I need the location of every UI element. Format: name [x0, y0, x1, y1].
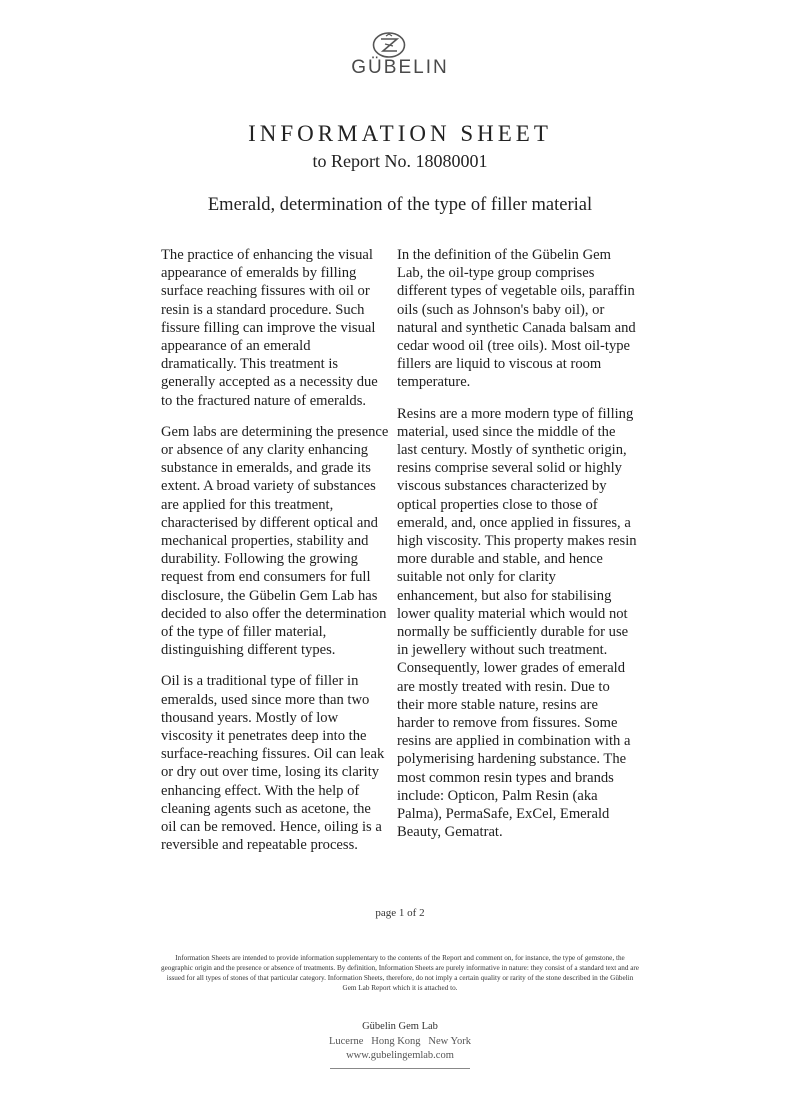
paragraph: Oil is a traditional type of filler in emeralds, used since more than two thousand years. Mostly of low viscosity it penetrates deep into the surface-reaching fissures. Oil can leak or dry out over time, losing its clarity enhancing effect. With the help of cleaning agents such as acetone, the oil can be removed. Hence, oiling is a reversible and repeatable process.: [161, 673, 385, 854]
paragraph: Gem labs are determining the presence or absence of any clarity enhancing substance in emeralds, and grade its extent. A broad variety of substances are applied for this treatment, characterised by different optical and mechanical properties, stability and durability. Following the growing request from end consumers for full disclosure, the Gübelin Gem Lab has decided to also offer the determination of the type of filler material, distinguishing different types.: [161, 423, 389, 659]
document-title: INFORMATION SHEET: [248, 121, 552, 146]
left-column: [161, 246, 389, 868]
page-number: page 1 of 2: [375, 907, 425, 919]
paragraph: The practice of enhancing the visual appearance of emeralds by filling surface reaching fissures with oil or resin is a standard procedure. Such fissure filling can improve the visual appearance of an emerald dramatically. This treatment is generally accepted as a necessity due to the fractured nature of emeralds.: [161, 247, 378, 409]
section-heading: Emerald, determination of the type of filler material: [207, 195, 593, 215]
footer-cities: Lucerne Hong Kong New York: [328, 1036, 472, 1047]
paragraph: Resins are a more modern type of filling material, used since the middle of the last century. Mostly of synthetic origin, resins comprise several solid or highly viscous substances characterized by optical properties close to those of emerald, and, once applied in fissures, a high viscosity. This property makes resin more durable and stable, and hence suitable not only for clarity enhancement, but also for stabilising lower quality material which would not normally be sufficiently durable for use in jewellery without such treatment. Consequently, lower grades of emerald are mostly treated with resin. Due to their more stable nature, resins are harder to remove from fissures. Some resins are applied in combination with a polymerising hardening substance. The most common resin types and brands include: Opticon, Palm Resin (aka Palma), PermaSafe, ExCel, Emerald Beauty, Gematrat.: [397, 405, 637, 841]
right-column: [397, 246, 637, 855]
disclaimer-text: Information Sheets are intended to provide information supplementary to the contents of the Report and comment on, for instance, the type of gemstone, the geographic origin and the presence or absence of treatments. By definition, Information Sheets are purely informative in nature: they consist of a standard text and are issued for all types of stones of that particular category. Information Sheets, therefore, do not imply a certain quality or rarity of the stone described in the Gübelin Gem Lab Report which it is attached to.: [160, 954, 639, 992]
footer-lab-name: Gübelin Gem Lab: [362, 1021, 438, 1032]
footer-url: www.gubelingemlab.com: [346, 1050, 454, 1061]
report-number: to Report No. 18080001: [312, 151, 488, 171]
footer-divider: [330, 1068, 470, 1069]
paragraph: In the definition of the Gübelin Gem Lab, the oil-type group comprises different types of vegetable oils, paraffin oils (such as Johnson's baby oil), or natural and synthetic Canada balsam and cedar wood oil (tree oils). Most oil-type fillers are liquid to viscous at room temperature.: [397, 247, 636, 391]
brand-logo-text: GÜBELIN: [351, 57, 449, 78]
gubelin-emblem-icon: [372, 31, 406, 59]
